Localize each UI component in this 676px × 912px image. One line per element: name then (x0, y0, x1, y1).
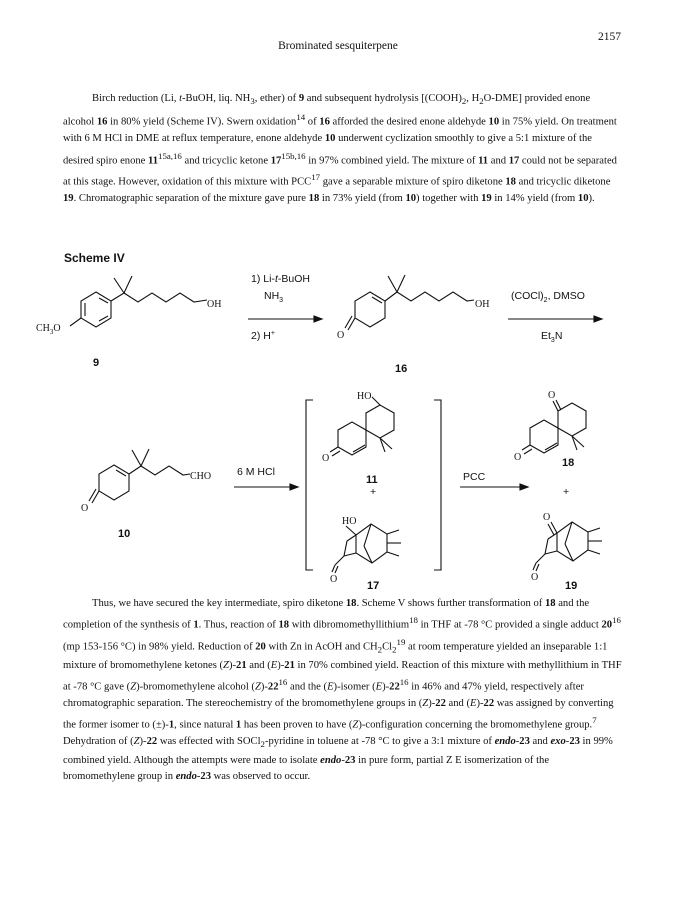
text-run: at room temperature yielded an inseparable 1:1 mixture of bromomethylene ketones ( (63, 641, 608, 672)
citation: 17 (311, 172, 321, 183)
structure-9 (70, 276, 207, 327)
text-run: in THF at -78 °C provided a single adduct (417, 619, 602, 631)
text-run: endo (320, 754, 342, 766)
text-run: in 46% and 47% yield, respectively after chromatographic separation. The stereochemistry of the bromomethylene groups in ( (63, 681, 584, 710)
reagent-part: (COCl) (511, 290, 544, 302)
reagent-part: -BuOH (277, 273, 310, 285)
text-run: )- (277, 660, 285, 672)
compound-ref: 18 (278, 619, 290, 631)
scheme-title: Scheme IV (64, 251, 125, 265)
text-run: Thus, we have secured the key intermediate, spiro diketone (92, 598, 346, 609)
text-run: and the completion of the synthesis of (63, 598, 590, 631)
text-run: (mp 153-156 °C) in 98% yield. Reduction of (63, 641, 256, 653)
text-run: in 75% yield. On treatment with 6 M HCl in DME at reflux temperature, enone aldehyde (63, 116, 617, 145)
structure-17 (332, 524, 401, 573)
atom-o: O (543, 512, 551, 523)
text-run: E (327, 681, 334, 693)
atom-o: O (337, 330, 345, 341)
running-title: Brominated sesquiterpene (278, 40, 398, 52)
text-run: and (488, 155, 509, 167)
text-run: in 80% yield (Scheme IV). Swern oxidation (107, 116, 297, 128)
text-run: , since natural (174, 720, 236, 732)
reagent-part: t (274, 273, 278, 285)
text-run: endo (175, 771, 197, 783)
compound-ref: 23 (200, 771, 211, 783)
atom-ch3o (36, 323, 61, 336)
compound-ref: 23 (344, 754, 356, 766)
reagent-part: 3 (279, 297, 284, 304)
text-run: Z (223, 660, 229, 672)
text-run: )-configuration concerning the bromomethylene group. (358, 720, 593, 732)
compound-ref: 10 (488, 116, 500, 128)
compound-ref: 21 (236, 660, 247, 672)
compound-label-17: 17 (367, 580, 380, 592)
structure-19 (533, 522, 602, 571)
text-run: 2 (260, 739, 265, 750)
text-run: . Scheme V shows further transformation of (356, 598, 545, 609)
text-run: )-isomer ( (333, 681, 376, 693)
compound-label-9: 9 (93, 357, 100, 369)
text-run: Cl (382, 641, 393, 653)
reagent-acid (251, 330, 275, 342)
text-run: Z (352, 720, 359, 732)
text-run: 3 (250, 96, 255, 107)
compound-ref: 16 (319, 116, 330, 128)
atom-ho: HO (342, 516, 357, 527)
reagent-part: 2 (543, 297, 548, 304)
text-run: t (179, 93, 183, 104)
text-run: Birch reduction (Li, (92, 93, 180, 104)
citation: 19 (396, 637, 406, 648)
atom-o: O (81, 503, 89, 514)
citation: 14 (296, 112, 306, 123)
compound-ref: 10 (324, 133, 336, 145)
text-run: ) together with (416, 193, 482, 205)
right-bracket (434, 400, 441, 570)
text-run: Z (133, 736, 140, 748)
reagent-part: NH (264, 290, 280, 302)
text-run: 2 (392, 644, 397, 655)
text-run: has been proven to have ( (241, 720, 353, 732)
arrowhead-icon (290, 484, 298, 490)
text-run: and tricyclic diketone (515, 176, 611, 188)
text-run: in 14% yield (from (491, 193, 578, 205)
text-run: . Thus, reaction of (198, 619, 279, 631)
compound-label-18: 18 (562, 457, 575, 469)
compound-ref: 16 (96, 116, 108, 128)
text-run: - (515, 736, 520, 748)
compound-ref: 11 (478, 155, 489, 167)
compound-ref: 18 (505, 176, 516, 188)
text-run: and subsequent hydrolysis [(COOH) (304, 93, 462, 104)
atom-part: 3 (49, 328, 54, 336)
compound-ref: 19 (481, 193, 492, 205)
text-run: and the ( (287, 681, 328, 693)
text-run: ). (588, 193, 595, 205)
text-run: E (469, 698, 477, 710)
text-run: , ether) of (254, 93, 299, 104)
compound-ref: 22 (146, 736, 158, 748)
text-run: exo (550, 736, 566, 748)
compound-ref: 23 (569, 736, 580, 748)
left-bracket (306, 400, 313, 570)
compound-ref: 20 (601, 619, 613, 631)
compound-ref: 10 (405, 193, 417, 205)
text-run: was assigned by converting the former isomer to (±)- (63, 698, 614, 732)
atom-o: O (548, 390, 556, 401)
atom-o: O (531, 572, 539, 583)
text-run: in 97% combined yield. The mixture of (305, 155, 479, 167)
atom-part: O (53, 323, 61, 334)
compound-ref: 18 (308, 193, 320, 205)
text-run: . Chromatographic separation of the mixture gave pure (73, 193, 309, 205)
text-run: endo (494, 736, 516, 748)
reagent-part: , DMSO (547, 290, 585, 302)
text-run: 2 (377, 644, 383, 655)
atom-oh: OH (207, 299, 222, 310)
citation: 16 (278, 677, 288, 688)
text-run: in 70% combined yield. Reaction of this mixture with methyllithium in THF at -78 °C gave ( (63, 660, 622, 693)
text-run: could not be separated at this stage. However, oxidation of this mixture with PCC (63, 155, 617, 188)
compound-ref: 22 (483, 698, 495, 710)
compound-label-19: 19 (565, 580, 578, 592)
structure-18 (522, 400, 586, 454)
citation: 7 (592, 715, 597, 726)
text-run: O-DME] provided enone alcohol (63, 93, 591, 128)
compound-ref: 17 (270, 155, 282, 167)
text-run: -BuOH, liq. NH (182, 93, 251, 104)
compound-ref: 23 (519, 736, 530, 748)
plus-sign: + (563, 486, 570, 498)
text-run: in pure form, partial Z E isomerization of the bromomethylene group in (63, 754, 550, 783)
text-run: afforded the desired enone aldehyde (329, 116, 489, 128)
text-run: Z (130, 681, 137, 693)
text-run: and (529, 736, 551, 748)
text-run: was effected with SOCl (157, 736, 261, 748)
text-run: Dehydration of ( (63, 736, 134, 748)
text-run: -pyridine in toluene at -78 °C to give a 3:1 mixture of (264, 736, 495, 748)
text-run: was observed to occur. (211, 771, 311, 783)
citation: 15b,16 (281, 150, 306, 161)
compound-ref: 18 (544, 598, 556, 609)
structure-16 (345, 275, 474, 330)
atom-cho: CHO (190, 471, 212, 482)
text-run: of (305, 116, 320, 128)
text-run: Z (422, 698, 429, 710)
text-run: )- (228, 660, 237, 672)
text-run: and tricyclic ketone (181, 155, 271, 167)
reagent-li-tbuoh (251, 273, 310, 285)
arrowhead-icon (594, 316, 602, 322)
text-run: )- (428, 698, 436, 710)
compound-ref: 21 (284, 660, 295, 672)
text-run: 2 (479, 96, 484, 107)
text-run: in 73% yield (from (319, 193, 406, 205)
reagent-part: 3 (550, 337, 555, 344)
citation: 16 (399, 677, 409, 688)
compound-ref: 10 (577, 193, 589, 205)
compound-ref: 19 (63, 193, 74, 205)
reagent-swern (511, 290, 585, 304)
compound-ref: 1 (168, 720, 175, 732)
structure-10 (89, 449, 190, 503)
reagent-part: 2) H (251, 330, 271, 342)
reagent-part: + (270, 330, 275, 337)
reagent-part: N (554, 330, 563, 342)
atom-o: O (514, 452, 522, 463)
citation: 16 (612, 615, 621, 626)
compound-label-10: 10 (118, 528, 131, 540)
text-run: - (565, 736, 570, 748)
compound-ref: 1 (193, 619, 199, 631)
atom-oh: OH (475, 299, 490, 310)
compound-ref: 17 (508, 155, 520, 167)
compound-ref: 20 (255, 641, 266, 653)
reagent-nh3 (264, 290, 283, 304)
atom-o: O (330, 574, 338, 585)
text-run: )- (139, 736, 147, 748)
reagent-et3n (541, 330, 562, 344)
reagent-part: 1) Li- (251, 273, 275, 285)
text-run: Z (254, 681, 261, 693)
arrowhead-icon (520, 484, 528, 490)
atom-o: O (322, 453, 330, 464)
text-run: underwent cyclization smoothly to give a 5:1 mixture of the desired spiro enone (63, 133, 592, 167)
compound-label-11: 11 (366, 474, 378, 486)
text-run: - (341, 754, 345, 766)
page-number: 2157 (598, 31, 621, 43)
compound-ref: 18 (345, 598, 357, 609)
text-run: and ( (445, 698, 470, 710)
text-run: in 99% combined yield. Although the attempts were made to isolate (63, 736, 613, 766)
citation: 15a,16 (158, 150, 182, 161)
plus-sign: + (370, 486, 377, 498)
arrowhead-icon (314, 316, 322, 322)
compound-ref: 11 (148, 155, 159, 167)
structure-11 (330, 397, 394, 456)
atom-part: CH (36, 323, 50, 334)
text-run: E (375, 681, 383, 693)
text-run: 2 (461, 96, 467, 107)
text-run: with Zn in AcOH and CH (265, 641, 378, 653)
text-run: with dibromomethyllithium (289, 619, 410, 631)
text-run: gave a separable mixture of spiro diketone (320, 176, 506, 188)
text-run: and ( (246, 660, 271, 672)
atom-ho: HO (357, 391, 372, 402)
reagent-pcc: PCC (463, 471, 486, 483)
compound-ref: 22 (267, 681, 279, 693)
compound-ref: 9 (298, 93, 305, 104)
compound-label-16: 16 (395, 363, 408, 375)
text-run: , H (466, 93, 480, 104)
text-run: - (196, 771, 201, 783)
text-run: )- (476, 698, 484, 710)
compound-ref: 22 (435, 698, 446, 710)
reagent-part: Et (541, 330, 551, 342)
text-run: )- (260, 681, 268, 693)
text-run: )-bromomethylene alcohol ( (136, 681, 255, 693)
compound-ref: 22 (389, 681, 400, 693)
citation: 18 (409, 615, 418, 626)
reagent-hcl: 6 M HCl (237, 466, 275, 478)
paragraph-spiro-diketone (63, 596, 623, 785)
compound-ref: 1 (235, 720, 242, 732)
text-run: E (270, 660, 278, 672)
text-run: )- (382, 681, 390, 693)
